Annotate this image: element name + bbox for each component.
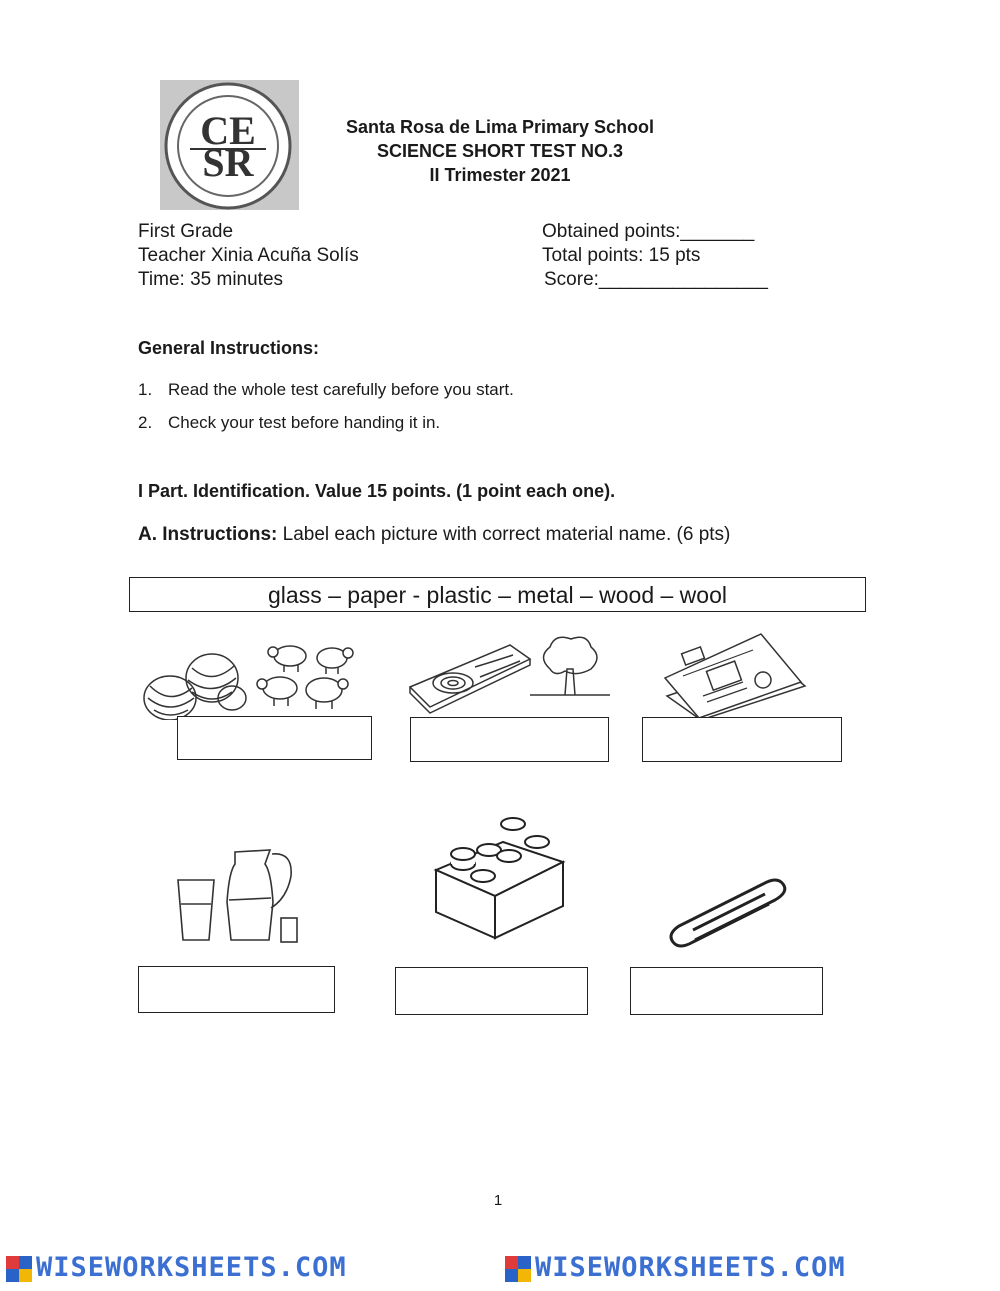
footer-logo-icon-2 [505, 1256, 531, 1282]
teacher: Teacher Xinia Acuña Solís [138, 245, 359, 266]
time-limit: Time: 35 minutes [138, 269, 284, 290]
answer-box-5[interactable] [395, 967, 588, 1015]
test-title: SCIENCE SHORT TEST NO.3 [376, 141, 624, 161]
logo-text-bottom: SR [202, 140, 254, 185]
instruction-text-1: Read the whole test carefully before you start. [168, 380, 514, 399]
wool-yarn-sheep-icon [140, 636, 370, 720]
answer-box-2[interactable] [410, 717, 609, 762]
part-a-instructions [138, 524, 730, 546]
glass-jug-icon [175, 842, 300, 946]
logo-text-top: CE [200, 108, 256, 153]
newspaper-icon [663, 630, 808, 720]
answer-box-4[interactable] [138, 966, 335, 1013]
instruction-number-2: 2. [138, 413, 153, 432]
wood-log-tree-icon [405, 633, 610, 717]
part-a-label: A. [138, 524, 157, 545]
part-a-text: Label each picture with correct material name. (6 pts) [277, 524, 731, 545]
answer-box-1[interactable] [177, 716, 372, 760]
part1-title: I Part. Identification. Value 15 points. (1 point each one). [138, 481, 616, 501]
page-number: 1 [493, 1192, 503, 1209]
total-points: Total points: 15 pts [542, 245, 701, 266]
obtained-points: Obtained points:_______ [542, 221, 755, 242]
school-name: Santa Rosa de Lima Primary School [345, 117, 655, 137]
word-bank: glass – paper - plastic – metal – wood – wool [129, 577, 866, 612]
footer-banner [0, 1248, 1000, 1291]
plastic-block-icon [433, 814, 568, 940]
instruction-text-2: Check your test before handing it in. [168, 413, 441, 432]
answer-box-6[interactable] [630, 967, 823, 1015]
footer-brand-2: WISEWORKSHEETS.COM [535, 1252, 846, 1283]
part-a-bold: Instructions: [162, 524, 278, 545]
grade: First Grade [138, 221, 234, 242]
general-instructions-title: General Instructions: [138, 338, 320, 358]
answer-box-3[interactable] [642, 717, 842, 762]
school-logo [160, 80, 299, 210]
instruction-number-1: 1. [138, 380, 153, 399]
trimester: II Trimester 2021 [429, 165, 571, 185]
footer-brand-1: WISEWORKSHEETS.COM [36, 1252, 347, 1283]
paperclip-icon [665, 878, 790, 948]
footer-logo-icon [6, 1256, 32, 1282]
score: Score:________________ [544, 269, 768, 290]
